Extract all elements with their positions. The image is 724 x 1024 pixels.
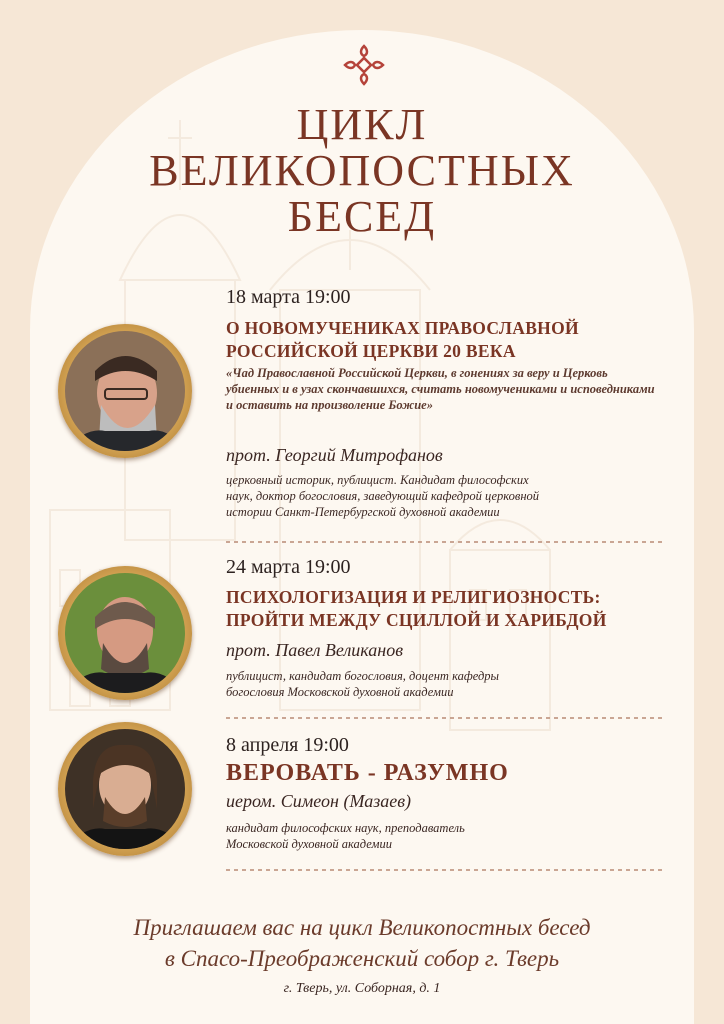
invitation-line-1: Приглашаем вас на цикл Великопостных бесед	[133, 915, 591, 940]
orthodox-cross-icon	[341, 42, 387, 88]
invitation-text	[0, 912, 724, 974]
portrait-frame	[58, 324, 192, 458]
event-1-bio-line-1: церковный историк, публицист. Кандидат философских	[226, 473, 529, 487]
event-1-speaker: прот. Георгий Митрофанов	[226, 445, 443, 465]
event-2-bio	[226, 668, 499, 700]
event-2-date: 24 марта 19:00	[226, 556, 351, 578]
portrait-photo	[65, 729, 185, 849]
title-line-2: ВЕЛИКОПОСТНЫХ	[149, 146, 575, 195]
event-3-speaker: иером. Симеон (Мазаев)	[226, 791, 412, 811]
portrait-frame	[58, 722, 192, 856]
ornament-divider	[226, 538, 662, 546]
address: г. Тверь, ул. Соборная, д. 1	[283, 981, 441, 996]
ornament-divider	[226, 714, 662, 722]
event-2-title-line-1: ПСИХОЛОГИЗАЦИЯ И РЕЛИГИОЗНОСТЬ:	[226, 587, 601, 607]
event-1-date: 18 марта 19:00	[226, 286, 351, 308]
ornament-divider	[226, 866, 662, 874]
event-2-bio-line-1: публицист, кандидат богословия, доцент кафедры	[226, 669, 500, 683]
portrait-photo	[65, 331, 185, 451]
title-line-1: ЦИКЛ	[296, 100, 428, 149]
event-2-bio-line-2: богословия Московской духовной академии	[226, 685, 454, 699]
event-3-bio	[226, 820, 465, 852]
event-1-title-line-1: О НОВОМУЧЕНИКАХ ПРАВОСЛАВНОЙ	[226, 318, 579, 338]
title-line-3: БЕСЕД	[287, 192, 437, 241]
event-1-title-line-2: РОССИЙСКОЙ ЦЕРКВИ 20 ВЕКА	[226, 341, 516, 361]
invitation-line-2: в Спасо-Преображенский собор г. Тверь	[164, 946, 560, 971]
event-3-bio-line-1: кандидат философских наук, преподаватель	[226, 821, 465, 835]
event-3-date: 8 апреля 19:00	[226, 734, 349, 756]
event-1-bio-line-3: истории Санкт-Петербургской духовной академии	[226, 505, 500, 519]
event-2-title-line-2: ПРОЙТИ МЕЖДУ СЦИЛЛОЙ И ХАРИБДОЙ	[226, 610, 607, 630]
event-1-quote: «Чад Православной Российской Церкви, в гонениях за веру и Церковь убиенных и в узах скончавшихся, считать новомучениками и исповедниками и оставить на произволение Божие»	[226, 366, 655, 412]
portrait-photo	[65, 573, 185, 693]
event-1-bio-line-2: наук, доктор богословия, заведующий кафедрой церковной	[226, 489, 540, 503]
event-1-bio	[226, 472, 539, 520]
page-title	[0, 102, 724, 240]
event-3-bio-line-2: Московской духовной академии	[226, 837, 392, 851]
event-3-title: ВЕРОВАТЬ - РАЗУМНО	[226, 760, 509, 786]
portrait-frame	[58, 566, 192, 700]
event-2-speaker: прот. Павел Великанов	[226, 640, 404, 660]
